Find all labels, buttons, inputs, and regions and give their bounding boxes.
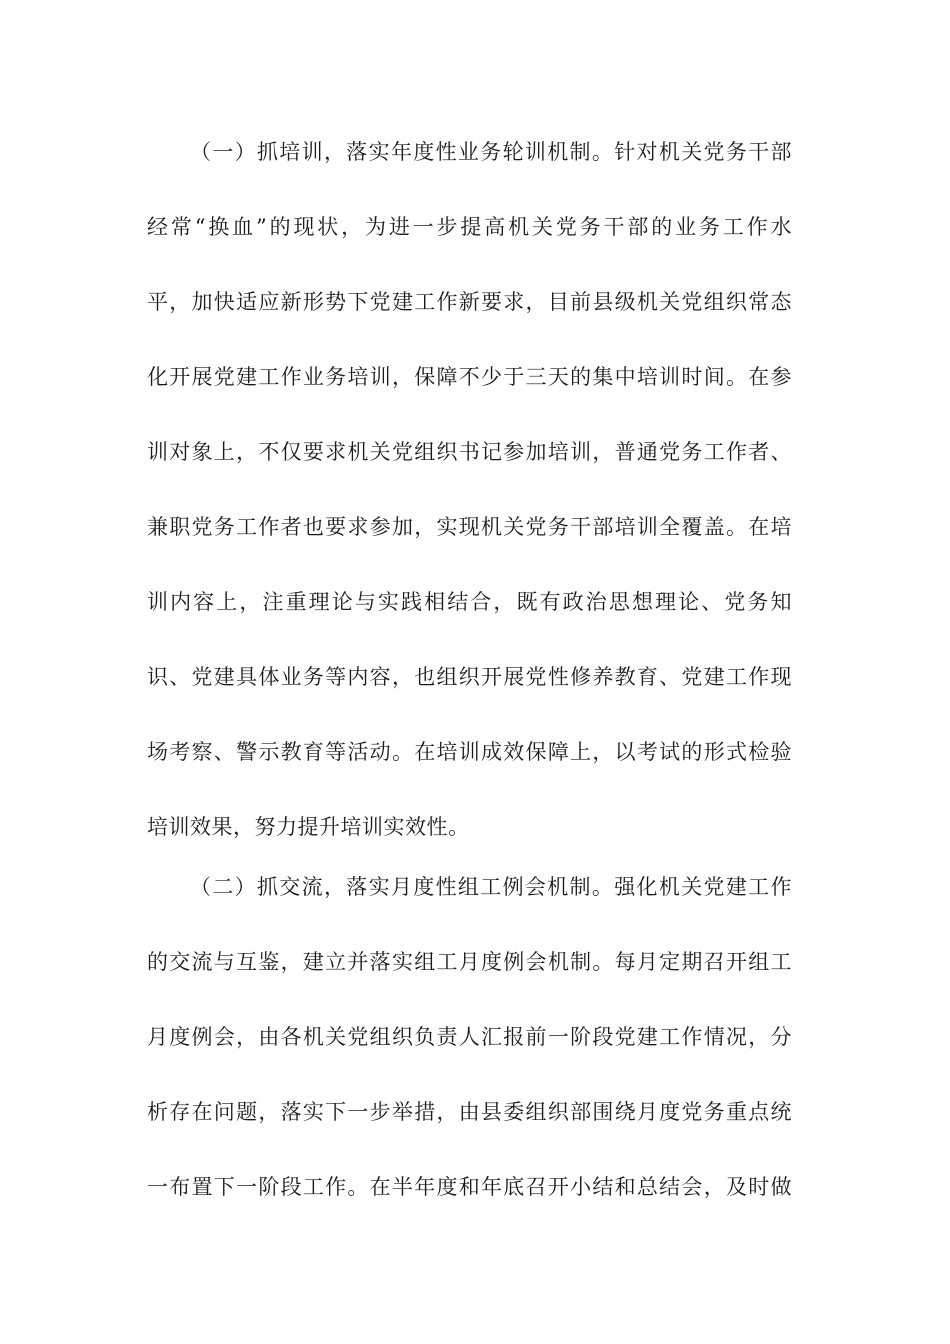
text-line: 场考察、警示教育等活动。在培训成效保障上，以考试的形式检验 (147, 740, 792, 764)
text-line: 化开展党建工作业务培训，保障不少于三天的集中培训时间。在参 (147, 365, 792, 389)
text-line: 兼职党务工作者也要求参加，实现机关党务干部培训全覆盖。在培 (147, 515, 792, 539)
text-line: （二）抓交流，落实月度性组工例会机制。强化机关党建工作 (190, 875, 792, 899)
text-line: 经常“换血”的现状，为进一步提高机关党务干部的业务工作水 (147, 215, 792, 239)
text-line: 月度例会，由各机关党组织负责人汇报前一阶段党建工作情况，分 (147, 1025, 792, 1049)
text-line: 识、党建具体业务等内容，也组织开展党性修养教育、党建工作现 (147, 665, 792, 689)
text-line: 培训效果，努力提升培训实效性。 (147, 815, 470, 839)
text-line: 的交流与互鉴，建立并落实组工月度例会机制。每月定期召开组工 (147, 950, 792, 974)
text-line: 训对象上，不仅要求机关党组织书记参加培训，普通党务工作者、 (147, 440, 792, 464)
text-line: 平，加快适应新形势下党建工作新要求，目前县级机关党组织常态 (147, 290, 792, 314)
text-line: 析存在问题，落实下一步举措，由县委组织部围绕月度党务重点统 (147, 1100, 792, 1124)
text-line: 训内容上，注重理论与实践相结合，既有政治思想理论、党务知 (147, 590, 792, 614)
text-line: （一）抓培训，落实年度性业务轮训机制。针对机关党务干部 (190, 140, 792, 164)
text-line: 一布置下一阶段工作。在半年度和年底召开小结和总结会，及时做 (147, 1175, 792, 1199)
